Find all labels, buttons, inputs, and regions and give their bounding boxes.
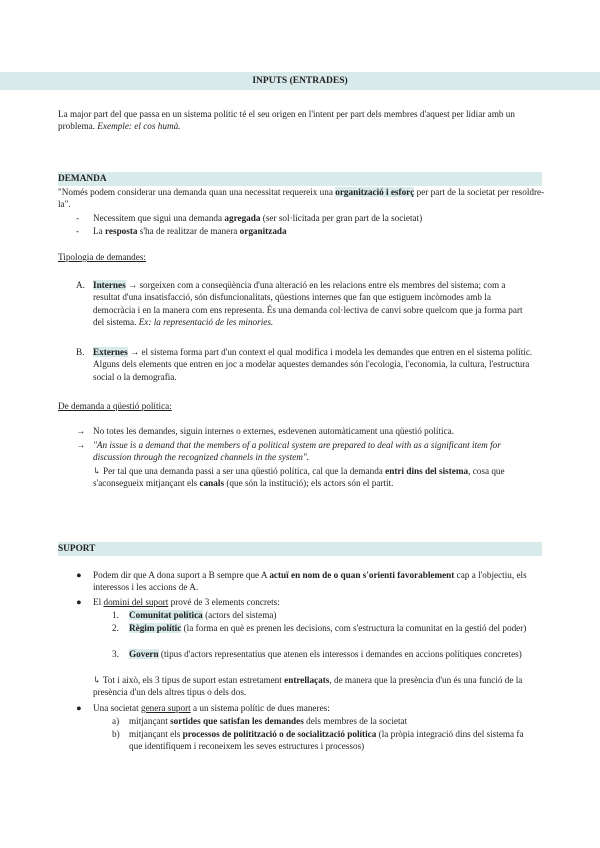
issue-quote: "An issue is a demand that the members of a political system are prepared to deal with as a significant item for discussion through the recognized channels in the system".: [93, 440, 501, 463]
govern-text: (tipus d'actors representatius que atenen els interessos i demandes en accions polítiques concretes): [158, 649, 522, 659]
suport-bullet-3: [93, 702, 533, 714]
num-label-2: 2.: [112, 623, 119, 633]
b1-bold: actuï en nom de o quan s'orienti favorablement: [269, 570, 455, 580]
b2-text-c: prové de 3 elements concrets:: [168, 597, 280, 607]
suport-note-entrellacats: [93, 674, 538, 699]
sub-bold-b: entri dins del sistema: [385, 466, 469, 476]
suport-item-comunitat: [129, 609, 534, 621]
dash2-bold-2: organitzada: [239, 226, 287, 236]
govern-term: Govern: [129, 649, 159, 659]
demanda-heading: DEMANDA: [58, 174, 107, 184]
suport-bullet-1: [93, 569, 533, 594]
quote-text-a: "Només podem considerar una demanda quan una necessitat requereix una: [58, 187, 336, 197]
b3-text-c: a un sistema polític de dues maneres:: [190, 703, 330, 713]
regim-text: (la forma en què es prenen les decisions, com s'estructura la comunitat en la gestió del poder): [181, 623, 527, 633]
b1-text-c: cap a l'objectiu, els interessos i les accions de A.: [93, 570, 527, 593]
quote-text-c: per part de la societat per resoldre-la".: [58, 187, 545, 210]
dash-marker: -: [76, 213, 80, 223]
externes-term: Externes: [93, 347, 128, 357]
tipologia-heading: Tipologia de demandes:: [58, 252, 146, 262]
internes-example: Ex: la representació de les minories.: [138, 317, 274, 328]
letter-label-b: b): [112, 729, 120, 739]
intro-paragraph: [58, 108, 548, 133]
bullet-marker: ●: [76, 570, 82, 580]
internes-term: Internes: [93, 280, 126, 290]
letter-label-a: a): [112, 716, 120, 726]
b3-text-a: Una societat: [93, 703, 141, 713]
sub-note-canals: [93, 465, 533, 490]
suport-heading: SUPORT: [58, 544, 96, 554]
dash2-bold: resposta: [105, 226, 138, 236]
regim-term: Règim polític: [129, 623, 182, 633]
intro-example: Exemple: el cos humà.: [97, 121, 181, 132]
b3-underlined: genera suport: [140, 703, 191, 713]
sub-text-c: , cosa que s'aconsegueix mitjançant els: [93, 466, 505, 489]
dash2-text: La: [93, 226, 105, 236]
num-label-3: 3.: [112, 649, 119, 659]
list-label-a: A.: [76, 280, 85, 290]
page-title: INPUTS (ENTRADES): [252, 76, 348, 86]
lb-bold: processos de politització o de socialització política: [182, 729, 377, 739]
b2-underlined: domini del suport: [103, 597, 169, 607]
bullet-marker: ●: [76, 597, 82, 607]
bullet-marker: ●: [76, 703, 82, 713]
lb-text-a: mitjançant els: [129, 729, 183, 739]
num-label-1: 1.: [112, 610, 119, 620]
suport-item-govern: [129, 648, 534, 660]
note-bold: entrellaçats: [284, 675, 330, 685]
externes-text: → el sistema forma part d'un context el qual modifica i modela les demandes que entren en el sistema polític. Alguns dels elements que entren en joc a modelar aquestes demandes són l'ecologia, l'economia, la cultura, l'estructura social o la demografia.: [93, 347, 533, 382]
b2-text-a: El: [93, 597, 104, 607]
la-text-c: dels membres de la societat: [303, 716, 408, 726]
suport-item-regim: [129, 622, 534, 634]
dash2-mid: s'ha de realitzar de manera: [137, 226, 240, 236]
internes-text: → sorgeixen com a conseqüència d'una alteració en les relacions entre els membres del sistema; com a resultat d'una insatisfacció, són disfuncionalitats, qüestions internes que fan que estiguem incòmodes amb la democràcia i en la manera com ens representa. És una demanda col·lectiva de canvi sobre quelcom que ja forma part del sistema.: [93, 280, 523, 328]
arrow-item-2: [93, 439, 533, 464]
sub-text-a: ↳ Per tal que una demanda passi a ser una qüestió política, cal que la demanda: [93, 466, 386, 476]
externes-item: [93, 346, 533, 383]
note-text-a: ↳ Tot i això, els 3 tipus de suport estan estretament: [93, 675, 285, 685]
la-text-a: mitjançant: [129, 716, 171, 726]
note-text-c: , de manera que la presència d'un és una funció de la presència d'un dels altres tipus o dels dos.: [93, 675, 523, 698]
dash1-tail: (ser sol·licitada per gran part de la societat): [260, 213, 423, 223]
suport-item-processos: [129, 728, 529, 753]
questio-politica-heading: De demanda a qüestió política:: [58, 401, 172, 411]
list-label-b: B.: [76, 347, 85, 357]
sub-bold-d: canals: [199, 478, 225, 489]
lb-text-c: (la pròpia integració dins del sistema fa que identifiquem i reconeixem les seves estructures i processos): [129, 729, 524, 752]
sub-text-e: (que són la institució); els actors són el partit.: [224, 478, 394, 489]
arrow-marker: →: [76, 440, 86, 450]
internes-item: [93, 279, 533, 329]
suport-item-sortides: [129, 715, 534, 727]
comunitat-text: (actors del sistema): [202, 610, 277, 620]
suport-bullet-2: [93, 596, 533, 608]
dash1-bold: agregada: [224, 213, 261, 223]
dash-item-aggregada: [93, 212, 543, 224]
demanda-quote: [58, 186, 548, 211]
intro-text: La major part del que passa en un sistema polític té el seu origen en l'intent per part dels membres d'aquest per lidiar amb un problema.: [58, 109, 515, 132]
quote-bold: organització i esforç: [335, 187, 415, 197]
arrow-marker: →: [76, 426, 86, 436]
dash-marker: -: [76, 226, 80, 236]
la-bold: sortides que satisfan les demandes: [170, 716, 304, 726]
dash-item-resposta: [93, 225, 543, 237]
comunitat-term: Comunitat política: [129, 610, 203, 620]
dash1-text: Necessitem que sigui una demanda: [93, 213, 225, 223]
arrow-item-1: No totes les demandes, siguin internes o externes, esdevenen automàticament una qüestió política.: [93, 426, 455, 436]
b1-text-a: Podem dir que A dona suport a B sempre que A: [93, 570, 270, 580]
